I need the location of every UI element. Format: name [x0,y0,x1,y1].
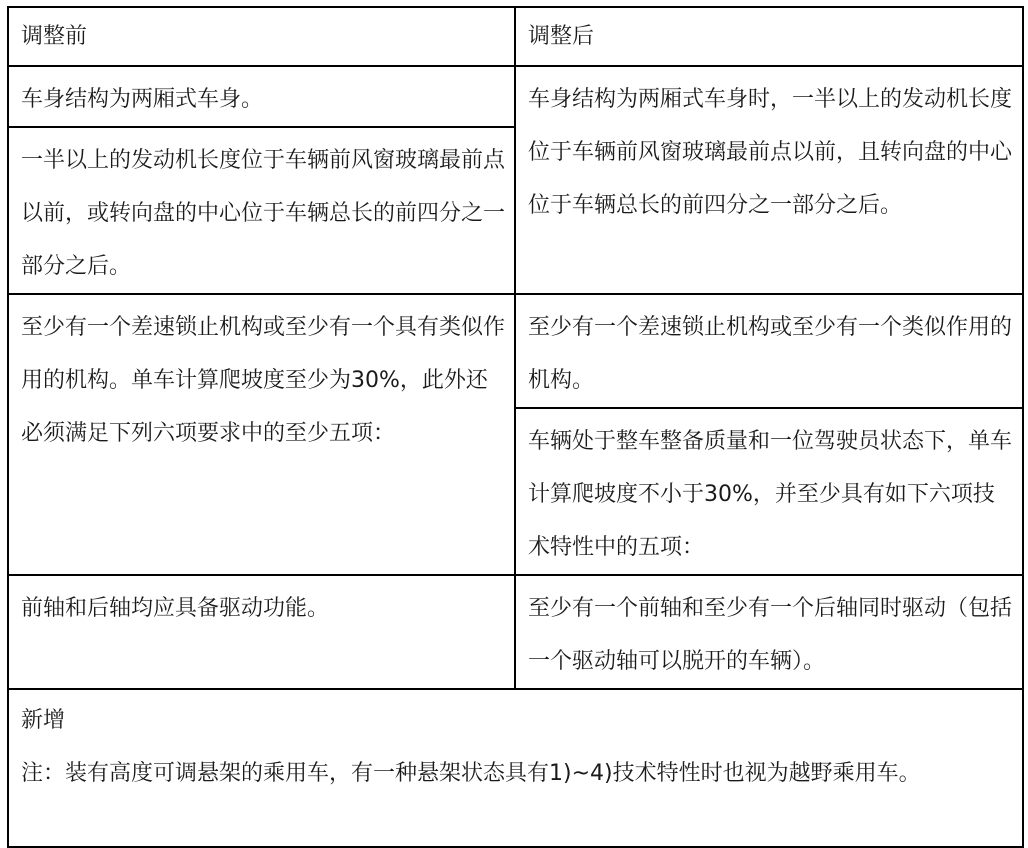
footer-row [8,689,1023,847]
header-before-cell: 调整前 [8,7,515,66]
differential-after-cell: 至少有一个差速锁止机构或至少有一个类似作用的机构。 [515,294,1023,408]
added-note-cell [8,689,1023,847]
note-text: 注：装有高度可调悬架的乘用车，有一种悬架状态具有1)~4)技术特性时也视为越野乘用车。 [21,761,921,786]
comparison-table [7,6,1024,848]
body-structure-before-cell: 车身结构为两厢式车身。 [8,66,515,127]
table-row [8,66,1023,127]
table-row [8,294,1023,408]
body-engine-after-cell: 车身结构为两厢式车身时，一半以上的发动机长度位于车辆前风窗玻璃最前点以前，且转向盘的中心位于车辆总长的前四分之一部分之后。 [515,66,1023,294]
added-label: 新增 [21,708,66,733]
engine-position-before-cell: 一半以上的发动机长度位于车辆前风窗玻璃最前点以前，或转向盘的中心位于车辆总长的前四分之一部分之后。 [8,127,515,294]
differential-climb-before-cell: 至少有一个差速锁止机构或至少有一个具有类似作用的机构。单车计算爬坡度至少为30%，此外还必须满足下列六项要求中的至少五项： [8,294,515,575]
table-row [8,575,1023,689]
climb-after-cell: 车辆处于整车整备质量和一位驾驶员状态下，单车计算爬坡度不小于30%，并至少具有如下六项技术特性中的五项： [515,408,1023,575]
header-after-cell: 调整后 [515,7,1023,66]
header-row [8,7,1023,66]
drive-before-cell: 前轴和后轴均应具备驱动功能。 [8,575,515,689]
drive-after-cell: 至少有一个前轴和至少有一个后轴同时驱动（包括一个驱动轴可以脱开的车辆）。 [515,575,1023,689]
